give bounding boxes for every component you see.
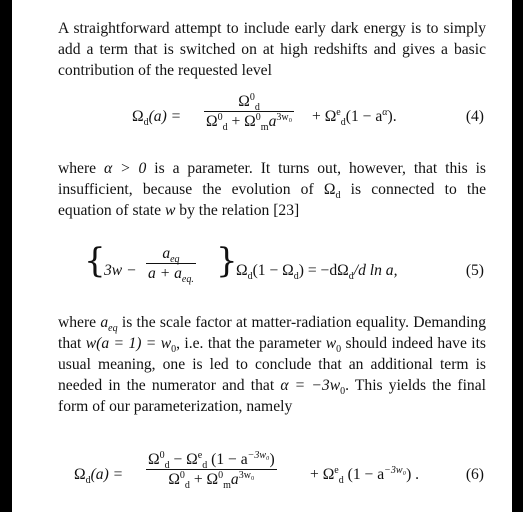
eq5-brace-open: { [84, 241, 106, 281]
eq5-brace-close: } [216, 241, 238, 281]
eq4-lhs: $\Omega_d(a)$ = [132, 108, 182, 129]
eq4-tail: + $\Omega^e_d(1 - a^\alpha)$. [312, 106, 397, 129]
paragraph-final-form: where $a_{eq}$ is the scale factor at matter-radiation equality. Demanding that $w(a = 1) = w_0$, i.e. that the parameter $w_0$ should indeed have its usual meaning, one is led to conclude that an additional term is needed in the numerator and that $\alpha = -3w_0$. This yields the final form of our parameterization, namely [58, 314, 487, 415]
eq5-number: (5) [465, 262, 484, 279]
eq6-lhs: $\Omega_d(a)$ = [74, 466, 124, 487]
eq6-number: (6) [465, 466, 484, 483]
eq5-denominator: $a + a_{eq.}$ [148, 265, 194, 286]
eq5-numerator: $a_{eq}$ [146, 244, 196, 264]
eq4-number: (4) [465, 108, 484, 125]
eq4-denominator: $\Omega^0_d + \Omega^0_ma^{3w_0}$ [206, 111, 293, 134]
eq6-denominator: $\Omega^0_d + \Omega^0_ma^{3w_0}$ [168, 469, 255, 492]
eq5-fraction [146, 244, 196, 286]
eq4-fraction [204, 91, 294, 134]
eq4-numerator: $\Omega^0_d$ [204, 92, 294, 112]
paragraph-parameter: where α > 0 is a parameter. It turns out, however, that this is insufficient, because the evolution of $\Omega_d$ is connected to the equation of state w by the relation [23] [58, 160, 486, 219]
eq5-lead: 3w − [104, 262, 137, 279]
eq6-numerator: $\Omega^0_d - \Omega^e_d$ $(1 - a^{-3w_0})$ [148, 449, 275, 472]
eq5-rhs: $\Omega_d(1 - \Omega_d) = -d\Omega_d/d$ ln a, [236, 262, 398, 283]
eq6-tail: + $\Omega^e_d$ $(1 - a^{-3w_0})$ . [310, 464, 420, 487]
paragraph-intro-text: A straightforward attempt to include early dark energy is to simply add a term that is switched on at high redshifts and gives a basic contribution of the requested level [58, 20, 486, 79]
eq6-fraction [146, 449, 277, 492]
paragraph-intro [58, 18, 486, 81]
paper-page [12, 0, 512, 512]
